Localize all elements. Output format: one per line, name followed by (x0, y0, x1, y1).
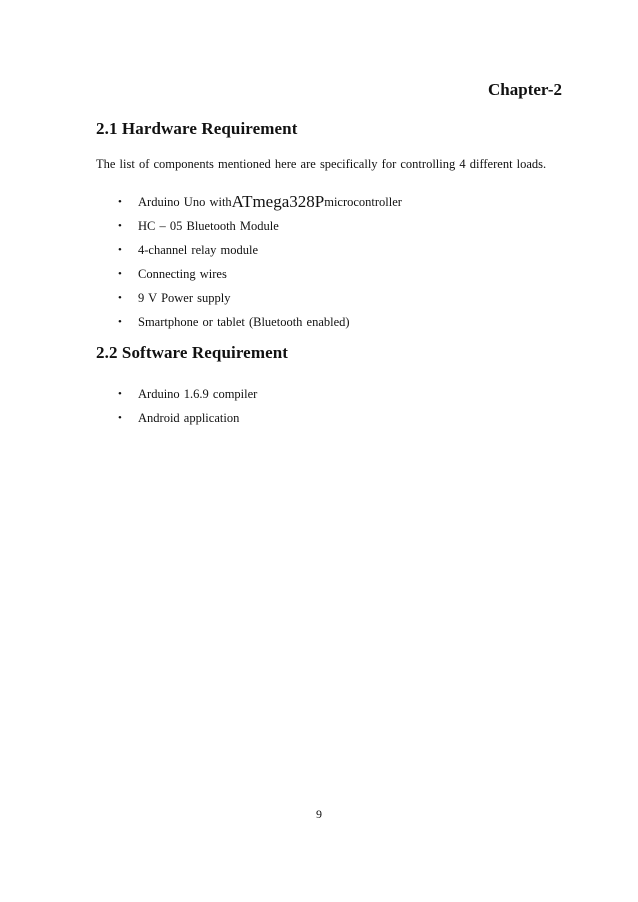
hardware-intro-paragraph: The list of components mentioned here are specifically for controlling 4 different loads. (96, 157, 547, 171)
chapter-title: Chapter-2 (488, 80, 562, 99)
list-item (118, 382, 257, 406)
bullet-icon: • (118, 412, 122, 424)
list-item (118, 286, 402, 310)
list-item (118, 190, 402, 214)
list-item-text: Connecting wires (138, 266, 227, 281)
list-item (118, 310, 402, 334)
list-item-text: Arduino 1.6.9 compiler (138, 386, 258, 401)
list-item (118, 214, 402, 238)
bullet-icon: • (118, 292, 122, 304)
list-item-text: HC – 05 Bluetooth Module (138, 218, 279, 233)
list-item-highlight: ATmega328P (231, 192, 325, 211)
list-item-text: Android application (138, 410, 240, 425)
list-item-text-after: microcontroller (324, 194, 402, 209)
list-item (118, 406, 257, 430)
bullet-icon: • (118, 268, 122, 280)
bullet-icon: • (118, 388, 122, 400)
bullet-icon: • (118, 316, 122, 328)
hardware-list (118, 190, 402, 334)
list-item (118, 262, 402, 286)
software-section-heading: 2.2 Software Requirement (96, 343, 289, 362)
list-item-text: 4-channel relay module (138, 242, 259, 257)
bullet-icon: • (118, 244, 122, 256)
list-item-text: Arduino Uno with (138, 194, 232, 209)
hardware-section-heading: 2.1 Hardware Requirement (96, 119, 298, 138)
bullet-icon: • (118, 220, 122, 232)
list-item-text: Smartphone or tablet (Bluetooth enabled) (138, 314, 350, 329)
bullet-icon: • (118, 196, 122, 208)
list-item-text: 9 V Power supply (138, 290, 231, 305)
page-number: 9 (316, 807, 322, 821)
list-item (118, 238, 402, 262)
software-list (118, 382, 257, 430)
